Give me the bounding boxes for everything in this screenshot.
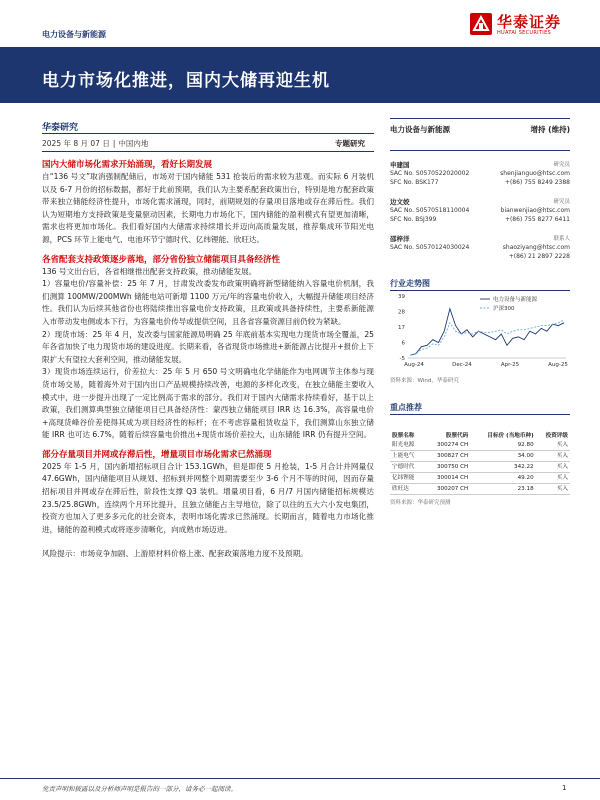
report-date: 2025 年 8 月 07 日 xyxy=(42,139,110,148)
huatai-logo-icon xyxy=(470,13,492,35)
x-tick-label: Aug-24 xyxy=(404,362,424,368)
trend-source: 资料来源：Wind，华泰研究 xyxy=(390,378,459,384)
stock-code: 300750 CH xyxy=(424,462,470,473)
col-header: 投资评级 xyxy=(545,433,568,439)
section-body: 自“136 号文”取消强制配储后，市场对于国内储能 531 抢装后的需求较为悲观。而实际 6 月装机以及 6-7 月份的招标数据，都好于此前预期，我们认为主要系配套政策出台，特别是地方配套政策带来独立储能经济性提升，市场化需求涌现，同时，前期规划的存量项目落地或存在滞后性。我们认为短期地方支持政策是变量驱动因素，长期电力市场化下，国内储能的盈利模式有望更加清晰，需求也将更加市场化。我们看好国内大储需求持续增长并迈向高质量发展，推荐集成环节阳光电源，PCS 环节上能电气、电池环节宁德时代、亿纬锂能、欣旺达。 xyxy=(42,172,374,244)
col-header: 股票代码 xyxy=(445,433,469,439)
target-price: 23.18 xyxy=(470,484,535,495)
table-header-row xyxy=(390,432,570,440)
stock-name: 欣旺达 xyxy=(390,484,424,495)
stock-name: 亿纬锂能 xyxy=(390,473,424,484)
analyst-sfc: SFC No. BSK177 xyxy=(390,179,439,186)
analyst-card xyxy=(390,234,570,266)
y-tick-label: 28 xyxy=(398,309,405,316)
y-tick-label: 17 xyxy=(398,325,405,331)
stock-name: 阳光电源 xyxy=(390,440,424,451)
logo-cn: 华泰证券 xyxy=(497,13,562,31)
analyst-email[interactable]: shenjianguo@htsc.com xyxy=(500,170,570,177)
analyst-sfc: SFC No. BSJ399 xyxy=(390,216,437,223)
analyst-list xyxy=(390,160,570,271)
series-line xyxy=(410,320,564,355)
org-name: 华泰研究 xyxy=(42,123,79,133)
analyst-title: 研究员 xyxy=(553,162,570,168)
analyst-card xyxy=(390,160,570,192)
target-price: 34.00 xyxy=(470,451,535,462)
rating-sector: 电力设备与新能源 xyxy=(390,125,450,134)
target-price: 342.22 xyxy=(470,462,535,473)
analyst-sac: SAC No. S0570518110004 xyxy=(390,207,470,214)
analyst-phone: +(86) 755 8277 6411 xyxy=(504,216,570,223)
stock-rating: 买入 xyxy=(536,451,570,462)
footer-divider xyxy=(0,778,600,779)
analyst-email[interactable]: shaoziyang@htsc.com xyxy=(502,244,570,251)
stock-code: 300207 CH xyxy=(424,484,470,495)
table-row xyxy=(390,484,570,495)
table-row xyxy=(390,462,570,473)
analyst-name: 邵梓洋 xyxy=(390,235,410,243)
stocks-source: 资料来源：华泰研究预测 xyxy=(390,500,451,506)
analyst-name: 边文姣 xyxy=(390,198,410,206)
legend-label: 沪深300 xyxy=(493,306,515,312)
analyst-email[interactable]: bianwenjiao@htsc.com xyxy=(500,207,570,214)
stock-code: 300274 CH xyxy=(424,440,470,451)
table-row xyxy=(390,440,570,451)
x-tick-label: Apr-25 xyxy=(500,362,520,368)
analyst-phone: +(86) 21 2897 2228 xyxy=(508,253,570,260)
y-tick-label: -5 xyxy=(399,356,405,362)
legend-label: 电力设备与新能源 xyxy=(493,297,538,303)
huatai-logo xyxy=(470,11,580,41)
section-body: 136 号文出台后，各省相继推出配套支持政策，推动储能发展。 1）容量电价/容量补偿：25 年 7 月，甘肃发改委发布政策明确将新型储能纳入容量电价机制，我们测算 100MW/200MWh 储能电站可新增 1100 万元/年的容量电价收入，大幅提升储能项目经济性。我们认为后续其他省份也将陆续推出容量电价支持政策，且政策或具备持续性，主要系新能源入市带动发电侧或本下行，为容量电价传导或提供空间，且各省容量资源目前仍较为紧缺。 2）现货市场：25 年 4 月，发改委与国家能源局明确 25 年底前基本实现电力现货市场全覆盖，25 年各省加快了电力现货市场的建设进度。长期来看，各省现货市场推进+新能源占比提升+报价上下限扩大有望拉大套利空间，推动储能发展。 3）现货市场连续运行，价差拉大：25 年 5 月 650 号文明确电化学储能作为电网调节主体参与现货市场交易，随着海外对于国内出口产品规模持续改善，电源的多样化改变，在独立储能主要收入模式中，进一步提升出现了一定比例高于需求的部分。我们对于国内大储需求持续看好，基于以上政策，我们测算典型独立储能项目已具备经济性：蒙西独立储能项目 IRR 达 16.3%，高容量电价+高现货峰谷价差使得其成为项目经济性的标杆；在不考虑容量租赁收益下，我们测算山东独立储能 IRR 也可达 6.7%，随着后续容量电价推出+现货市场价差拉大，山东储能 IRR 仍有提升空间。 xyxy=(42,266,374,440)
page-number: 1 xyxy=(562,784,567,792)
table-row xyxy=(390,451,570,462)
section-heading: 各省配套支持政策逐步落地，部分省份独立储能项目具备经济性 xyxy=(42,254,281,265)
analyst-phone: +(86) 755 8249 2388 xyxy=(504,179,570,186)
section-heading: 国内大储市场化需求开始涌现，看好长期发展 xyxy=(42,160,213,170)
target-price: 49.20 xyxy=(470,473,535,484)
divider xyxy=(390,414,570,415)
col-header: 目标价 (当地币种) xyxy=(487,433,534,439)
analyst-sac: SAC No. S0570124030024 xyxy=(390,244,470,251)
section-3 xyxy=(42,450,374,537)
table-row xyxy=(390,473,570,484)
section-2 xyxy=(42,255,374,442)
stocks-heading: 重点推荐 xyxy=(390,403,422,412)
section-body: 2025 年 1-5 月，国内新增招标项目合计 153.1GWh，但是即使 5 月抢装，1-5 月合计并网量仅 47.6GWh，国内储能项目从规划、招标到并网整个周期需要至少 3-6 个月不等的时间，因而存量招标项目并网或存在滞后性，阶段性支撑 Q3 装机。增量项目看，6 月/7 月国内储能招标规模达 23.5/25.8GWh，连续两个月环比提升，且独立储能占主导地位，除了以往的五大六小发电集团，投资方也加入了更多多元化的社会资本，表明市场化需求已然涌现。长期而言，随着电力市场化推进，储能的盈利模式或将逐步清晰化，向成熟市场迈进。 xyxy=(42,461,374,534)
logo-en: HUATAI SECURITIES xyxy=(497,30,551,36)
stock-rating: 买入 xyxy=(536,462,570,473)
analyst-title: 联系人 xyxy=(553,236,570,242)
report-region: 中国内地 xyxy=(118,139,149,148)
stock-name: 宁德时代 xyxy=(390,462,424,473)
report-type: 专题研究 xyxy=(335,139,365,148)
rating-row xyxy=(390,124,570,138)
x-tick-label: Aug-25 xyxy=(548,362,568,368)
x-tick-label: Dec-24 xyxy=(452,362,472,368)
sector-tag: 电力设备与新能源 xyxy=(42,30,106,39)
trend-chart xyxy=(390,292,570,368)
analyst-name: 申建国 xyxy=(390,161,410,169)
divider xyxy=(390,118,570,119)
disclaimer-footer: 免责声明和披露以及分析师声明是报告的一部分，请务必一起阅读。 xyxy=(42,785,237,793)
trend-heading: 行业走势图 xyxy=(390,279,430,288)
analyst-card xyxy=(390,197,570,229)
section-heading: 部分存量项目并网或存滞后性，增量项目市场化需求已然涌现 xyxy=(42,449,272,460)
target-price: 92.80 xyxy=(470,440,535,451)
stock-rating: 买入 xyxy=(536,440,570,451)
top-bar xyxy=(0,0,600,47)
rating-value: 增持 (维持) xyxy=(530,125,570,134)
analyst-sac: SAC No. S0570522020002 xyxy=(390,170,470,177)
main-content xyxy=(42,160,374,561)
report-meta: 2025 年 8 月 07 日 | 中国内地 xyxy=(42,139,149,148)
stock-table xyxy=(390,432,570,495)
stock-rating: 买入 xyxy=(536,473,570,484)
analyst-title: 研究员 xyxy=(553,199,570,205)
stock-code: 300827 CH xyxy=(424,451,470,462)
y-tick-label: 39 xyxy=(398,294,405,300)
divider xyxy=(42,151,374,152)
col-header: 股票名称 xyxy=(392,433,415,439)
stock-name: 上能电气 xyxy=(390,451,424,462)
divider xyxy=(42,133,374,134)
stock-code: 300014 CH xyxy=(424,473,470,484)
report-title: 电力市场化推进，国内大储再迎生机 xyxy=(42,71,330,91)
stock-rating: 买入 xyxy=(536,484,570,495)
series-line xyxy=(410,309,564,356)
y-tick-label: 6 xyxy=(401,340,405,347)
divider xyxy=(390,150,570,151)
divider xyxy=(390,290,570,291)
risk-warning: 风险提示：市场竞争加剧、上游原材料价格上涨、配套政策落地力度不及预期。 xyxy=(42,549,308,559)
section-1 xyxy=(42,160,374,247)
